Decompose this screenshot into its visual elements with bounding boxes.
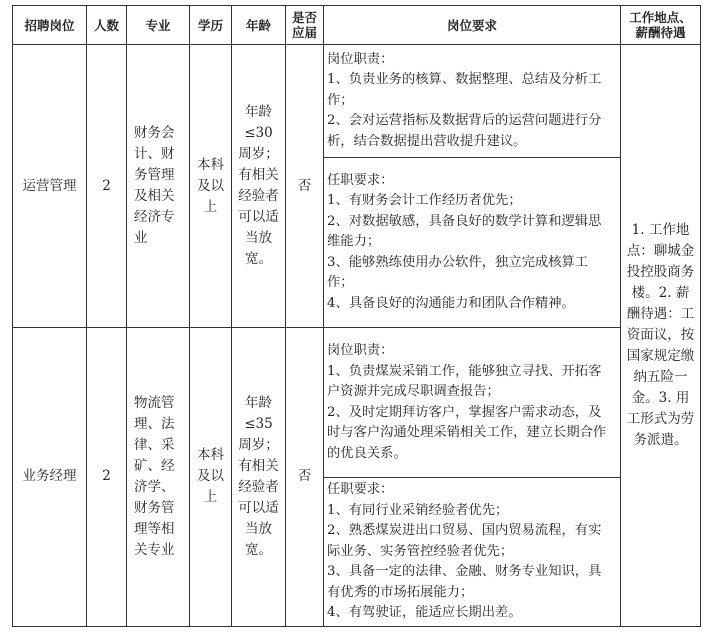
major-cell: 物流管理、法律、采矿、经济学、财务管理等相关专业 <box>127 328 190 627</box>
position-cell: 业务经理 <box>13 328 87 627</box>
header-location-salary: 工作地点、 薪酬待遇 <box>621 6 701 45</box>
education-cell: 本科及以上 <box>190 328 232 627</box>
header-row <box>13 6 701 45</box>
duties-title: 岗位职责： <box>327 343 394 358</box>
qualification-item: 4、有驾驶证，能适应长期出差。 <box>327 605 522 620</box>
education-cell: 本科及以上 <box>190 45 232 328</box>
qualifications-cell <box>324 158 621 328</box>
header-position: 招聘岗位 <box>13 6 87 45</box>
duty-item: 1、负责煤炭采销工作，能够独立寻找、开拓客户资源并完成尽职调查报告； <box>327 363 602 399</box>
qualification-item: 1、有同行业采销经验者优先； <box>327 502 509 518</box>
count-cell: 2 <box>87 328 127 627</box>
duty-item: 2、及时定期拜访客户，掌握客户需求动态，及时与客户沟通处理采销相关工作，建立长期合作的优良关系。 <box>327 404 607 461</box>
count-cell: 2 <box>87 45 127 328</box>
qualification-item: 1、有财务会计工作经历者优先； <box>327 193 522 209</box>
qualifications-cell <box>324 478 621 627</box>
recruitment-table <box>12 5 701 627</box>
qualification-item: 2、熟悉煤炭进出口贸易、国内贸易流程，有实际业务、实务管控经验者优先； <box>327 523 602 559</box>
major-cell: 财务会计、财务管理及相关经济专业 <box>127 45 190 328</box>
position-cell: 运营管理 <box>13 45 87 328</box>
fresh-grad-cell: 否 <box>286 45 324 328</box>
header-requirements: 岗位要求 <box>324 6 621 45</box>
duty-item: 1、负责业务的核算、数据整理、总结及分析工作； <box>327 72 602 108</box>
qualification-item: 3、具备一定的法律、金融、财务专业知识，具有优秀的市场拓展能力； <box>327 564 602 600</box>
qualifications-title: 任职要求： <box>327 172 394 188</box>
duties-cell <box>324 328 621 478</box>
recruitment-table-sheet <box>12 5 700 624</box>
qualification-item: 4、具备良好的沟通能力和团队合作精神。 <box>327 295 575 311</box>
age-cell: 年龄≤35周岁；有相关经验者可以适当放宽。 <box>232 328 286 627</box>
qualifications-title: 任职要求： <box>327 482 394 497</box>
duties-title: 岗位职责： <box>327 51 394 67</box>
fresh-grad-cell: 否 <box>286 328 324 627</box>
header-major: 专业 <box>127 6 190 45</box>
header-age: 年龄 <box>232 6 286 45</box>
duty-item: 2、会对运营指标及数据背后的运营问题进行分析，结合数据提出营收提升建议。 <box>327 113 602 149</box>
table-row <box>13 328 701 478</box>
header-fresh-grad: 是否 应届 <box>286 6 324 45</box>
qualification-item: 2、对数据敏感，具备良好的数学计算和逻辑思维能力； <box>327 213 602 250</box>
header-count: 人数 <box>87 6 127 45</box>
duties-cell <box>324 45 621 158</box>
table-row <box>13 45 701 158</box>
location-salary-cell: 1. 工作地点：聊城金投控股商务楼。2. 薪酬待遇：工资面议，按国家规定缴纳五险一金。3. 用工形式为劳务派遣。 <box>621 45 701 627</box>
age-cell: 年龄≤30周岁；有相关经验者可以适当放宽。 <box>232 45 286 328</box>
header-education: 学历 <box>190 6 232 45</box>
qualification-item: 3、能够熟练使用办公软件，独立完成核算工作； <box>327 254 589 291</box>
